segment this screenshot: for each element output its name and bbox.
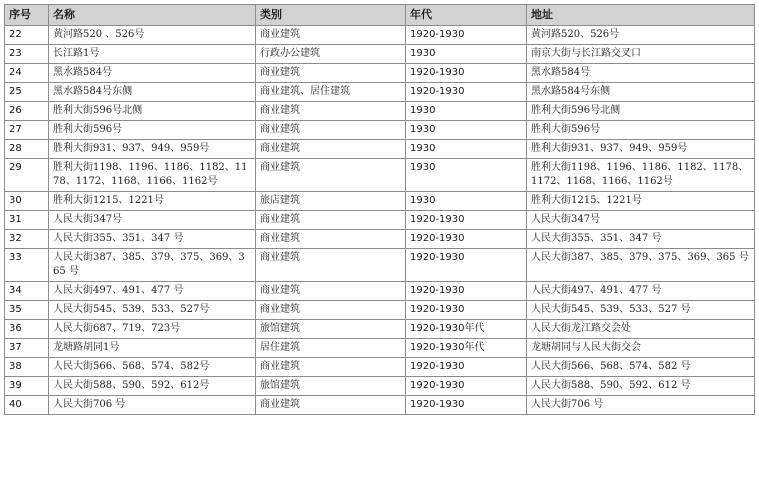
cell-category: 商业建筑 — [256, 301, 406, 320]
cell-name: 人民大街497、491、477 号 — [49, 282, 256, 301]
cell-era: 1930 — [406, 102, 527, 121]
cell-category: 商业建筑 — [256, 358, 406, 377]
historic-buildings-table — [4, 4, 755, 415]
cell-category: 居住建筑 — [256, 339, 406, 358]
table-row — [5, 282, 755, 301]
cell-era: 1920-1930 — [406, 301, 527, 320]
cell-name: 人民大街347号 — [49, 211, 256, 230]
cell-name: 长江路1号 — [49, 45, 256, 64]
cell-name: 人民大街706 号 — [49, 396, 256, 415]
table-row — [5, 192, 755, 211]
cell-era: 1920-1930 — [406, 64, 527, 83]
cell-address: 胜利大街596号 — [527, 121, 755, 140]
cell-address: 人民大街347号 — [527, 211, 755, 230]
header-category: 类别 — [256, 5, 406, 26]
cell-address: 黑水路584号东侧 — [527, 83, 755, 102]
cell-era: 1920-1930 — [406, 249, 527, 282]
table-row — [5, 64, 755, 83]
cell-name: 人民大街545、539、533、527号 — [49, 301, 256, 320]
table-row — [5, 320, 755, 339]
cell-name: 胜利大街931、937、949、959号 — [49, 140, 256, 159]
cell-category: 商业建筑 — [256, 159, 406, 192]
cell-era: 1920-1930 — [406, 26, 527, 45]
cell-no: 25 — [5, 83, 49, 102]
cell-category: 商业建筑 — [256, 26, 406, 45]
cell-address: 人民大街497、491、477 号 — [527, 282, 755, 301]
cell-no: 22 — [5, 26, 49, 45]
cell-name: 龙塘路胡同1号 — [49, 339, 256, 358]
cell-name: 胜利大街596号北侧 — [49, 102, 256, 121]
table-row — [5, 102, 755, 121]
cell-no: 32 — [5, 230, 49, 249]
table-row — [5, 249, 755, 282]
cell-era: 1930 — [406, 192, 527, 211]
cell-name: 黄河路520 、526号 — [49, 26, 256, 45]
cell-era: 1930 — [406, 121, 527, 140]
cell-address: 龙塘胡同与人民大街交会 — [527, 339, 755, 358]
cell-category: 商业建筑 — [256, 102, 406, 121]
cell-era: 1920-1930 — [406, 230, 527, 249]
header-address: 地址 — [527, 5, 755, 26]
cell-name: 人民大街387、385、379、375、369、365 号 — [49, 249, 256, 282]
cell-no: 30 — [5, 192, 49, 211]
cell-no: 39 — [5, 377, 49, 396]
table-row — [5, 83, 755, 102]
cell-no: 38 — [5, 358, 49, 377]
cell-era: 1930 — [406, 45, 527, 64]
table-row — [5, 339, 755, 358]
cell-no: 35 — [5, 301, 49, 320]
cell-no: 33 — [5, 249, 49, 282]
cell-no: 27 — [5, 121, 49, 140]
cell-category: 商业建筑 — [256, 249, 406, 282]
table-row — [5, 377, 755, 396]
cell-address: 胜利大街1198、1196、1186、1182、1178、1172、1168、1166、1162号 — [527, 159, 755, 192]
cell-address: 黑水路584号 — [527, 64, 755, 83]
table-row — [5, 230, 755, 249]
cell-address: 南京大街与长江路交叉口 — [527, 45, 755, 64]
cell-era: 1920-1930 — [406, 282, 527, 301]
table-row — [5, 301, 755, 320]
cell-address: 人民大街387、385、379、375、369、365 号 — [527, 249, 755, 282]
cell-name: 人民大街687、719、723号 — [49, 320, 256, 339]
cell-address: 人民大街588、590、592、612 号 — [527, 377, 755, 396]
cell-era: 1920-1930年代 — [406, 320, 527, 339]
cell-address: 胜利大街596号北侧 — [527, 102, 755, 121]
table-row — [5, 396, 755, 415]
cell-category: 商业建筑 — [256, 282, 406, 301]
cell-category: 商业建筑 — [256, 211, 406, 230]
table-row — [5, 358, 755, 377]
cell-address: 胜利大街1215、1221号 — [527, 192, 755, 211]
cell-era: 1920-1930 — [406, 358, 527, 377]
cell-address: 人民大街706 号 — [527, 396, 755, 415]
cell-address: 人民大街355、351、347 号 — [527, 230, 755, 249]
cell-era: 1920-1930 — [406, 377, 527, 396]
cell-no: 31 — [5, 211, 49, 230]
cell-no: 29 — [5, 159, 49, 192]
cell-address: 胜利大街931、937、949、959号 — [527, 140, 755, 159]
header-name: 名称 — [49, 5, 256, 26]
cell-category: 商业建筑 — [256, 121, 406, 140]
table-row — [5, 121, 755, 140]
cell-address: 人民大街545、539、533、527 号 — [527, 301, 755, 320]
cell-no: 23 — [5, 45, 49, 64]
cell-era: 1930 — [406, 159, 527, 192]
table-row — [5, 159, 755, 192]
cell-name: 人民大街588、590、592、612号 — [49, 377, 256, 396]
cell-category: 旅馆建筑 — [256, 320, 406, 339]
cell-category: 旅馆建筑 — [256, 377, 406, 396]
table-row — [5, 45, 755, 64]
table-row — [5, 140, 755, 159]
cell-no: 26 — [5, 102, 49, 121]
cell-category: 旅店建筑 — [256, 192, 406, 211]
cell-era: 1920-1930年代 — [406, 339, 527, 358]
cell-name: 黑水路584号 — [49, 64, 256, 83]
cell-no: 34 — [5, 282, 49, 301]
table-row — [5, 26, 755, 45]
header-era: 年代 — [406, 5, 527, 26]
cell-category: 商业建筑 — [256, 396, 406, 415]
table-row — [5, 211, 755, 230]
cell-no: 36 — [5, 320, 49, 339]
cell-no: 40 — [5, 396, 49, 415]
cell-address: 人民大街566、568、574、582 号 — [527, 358, 755, 377]
cell-name: 黑水路584号东侧 — [49, 83, 256, 102]
cell-era: 1920-1930 — [406, 211, 527, 230]
table-header-row — [5, 5, 755, 26]
cell-era: 1920-1930 — [406, 83, 527, 102]
cell-name: 胜利大街596号 — [49, 121, 256, 140]
cell-name: 人民大街566、568、574、582号 — [49, 358, 256, 377]
cell-address: 人民大街龙江路交会处 — [527, 320, 755, 339]
table-body — [5, 26, 755, 415]
cell-category: 商业建筑、居住建筑 — [256, 83, 406, 102]
cell-no: 37 — [5, 339, 49, 358]
building-table-container — [4, 4, 754, 415]
cell-name: 人民大街355、351、347 号 — [49, 230, 256, 249]
cell-era: 1930 — [406, 140, 527, 159]
cell-category: 行政办公建筑 — [256, 45, 406, 64]
cell-category: 商业建筑 — [256, 230, 406, 249]
cell-no: 28 — [5, 140, 49, 159]
cell-category: 商业建筑 — [256, 140, 406, 159]
cell-category: 商业建筑 — [256, 64, 406, 83]
cell-address: 黄河路520、526号 — [527, 26, 755, 45]
cell-name: 胜利大街1215、1221号 — [49, 192, 256, 211]
header-no: 序号 — [5, 5, 49, 26]
cell-era: 1920-1930 — [406, 396, 527, 415]
cell-no: 24 — [5, 64, 49, 83]
cell-name: 胜利大街1198、1196、1186、1182、1178、1172、1168、1166、1162号 — [49, 159, 256, 192]
